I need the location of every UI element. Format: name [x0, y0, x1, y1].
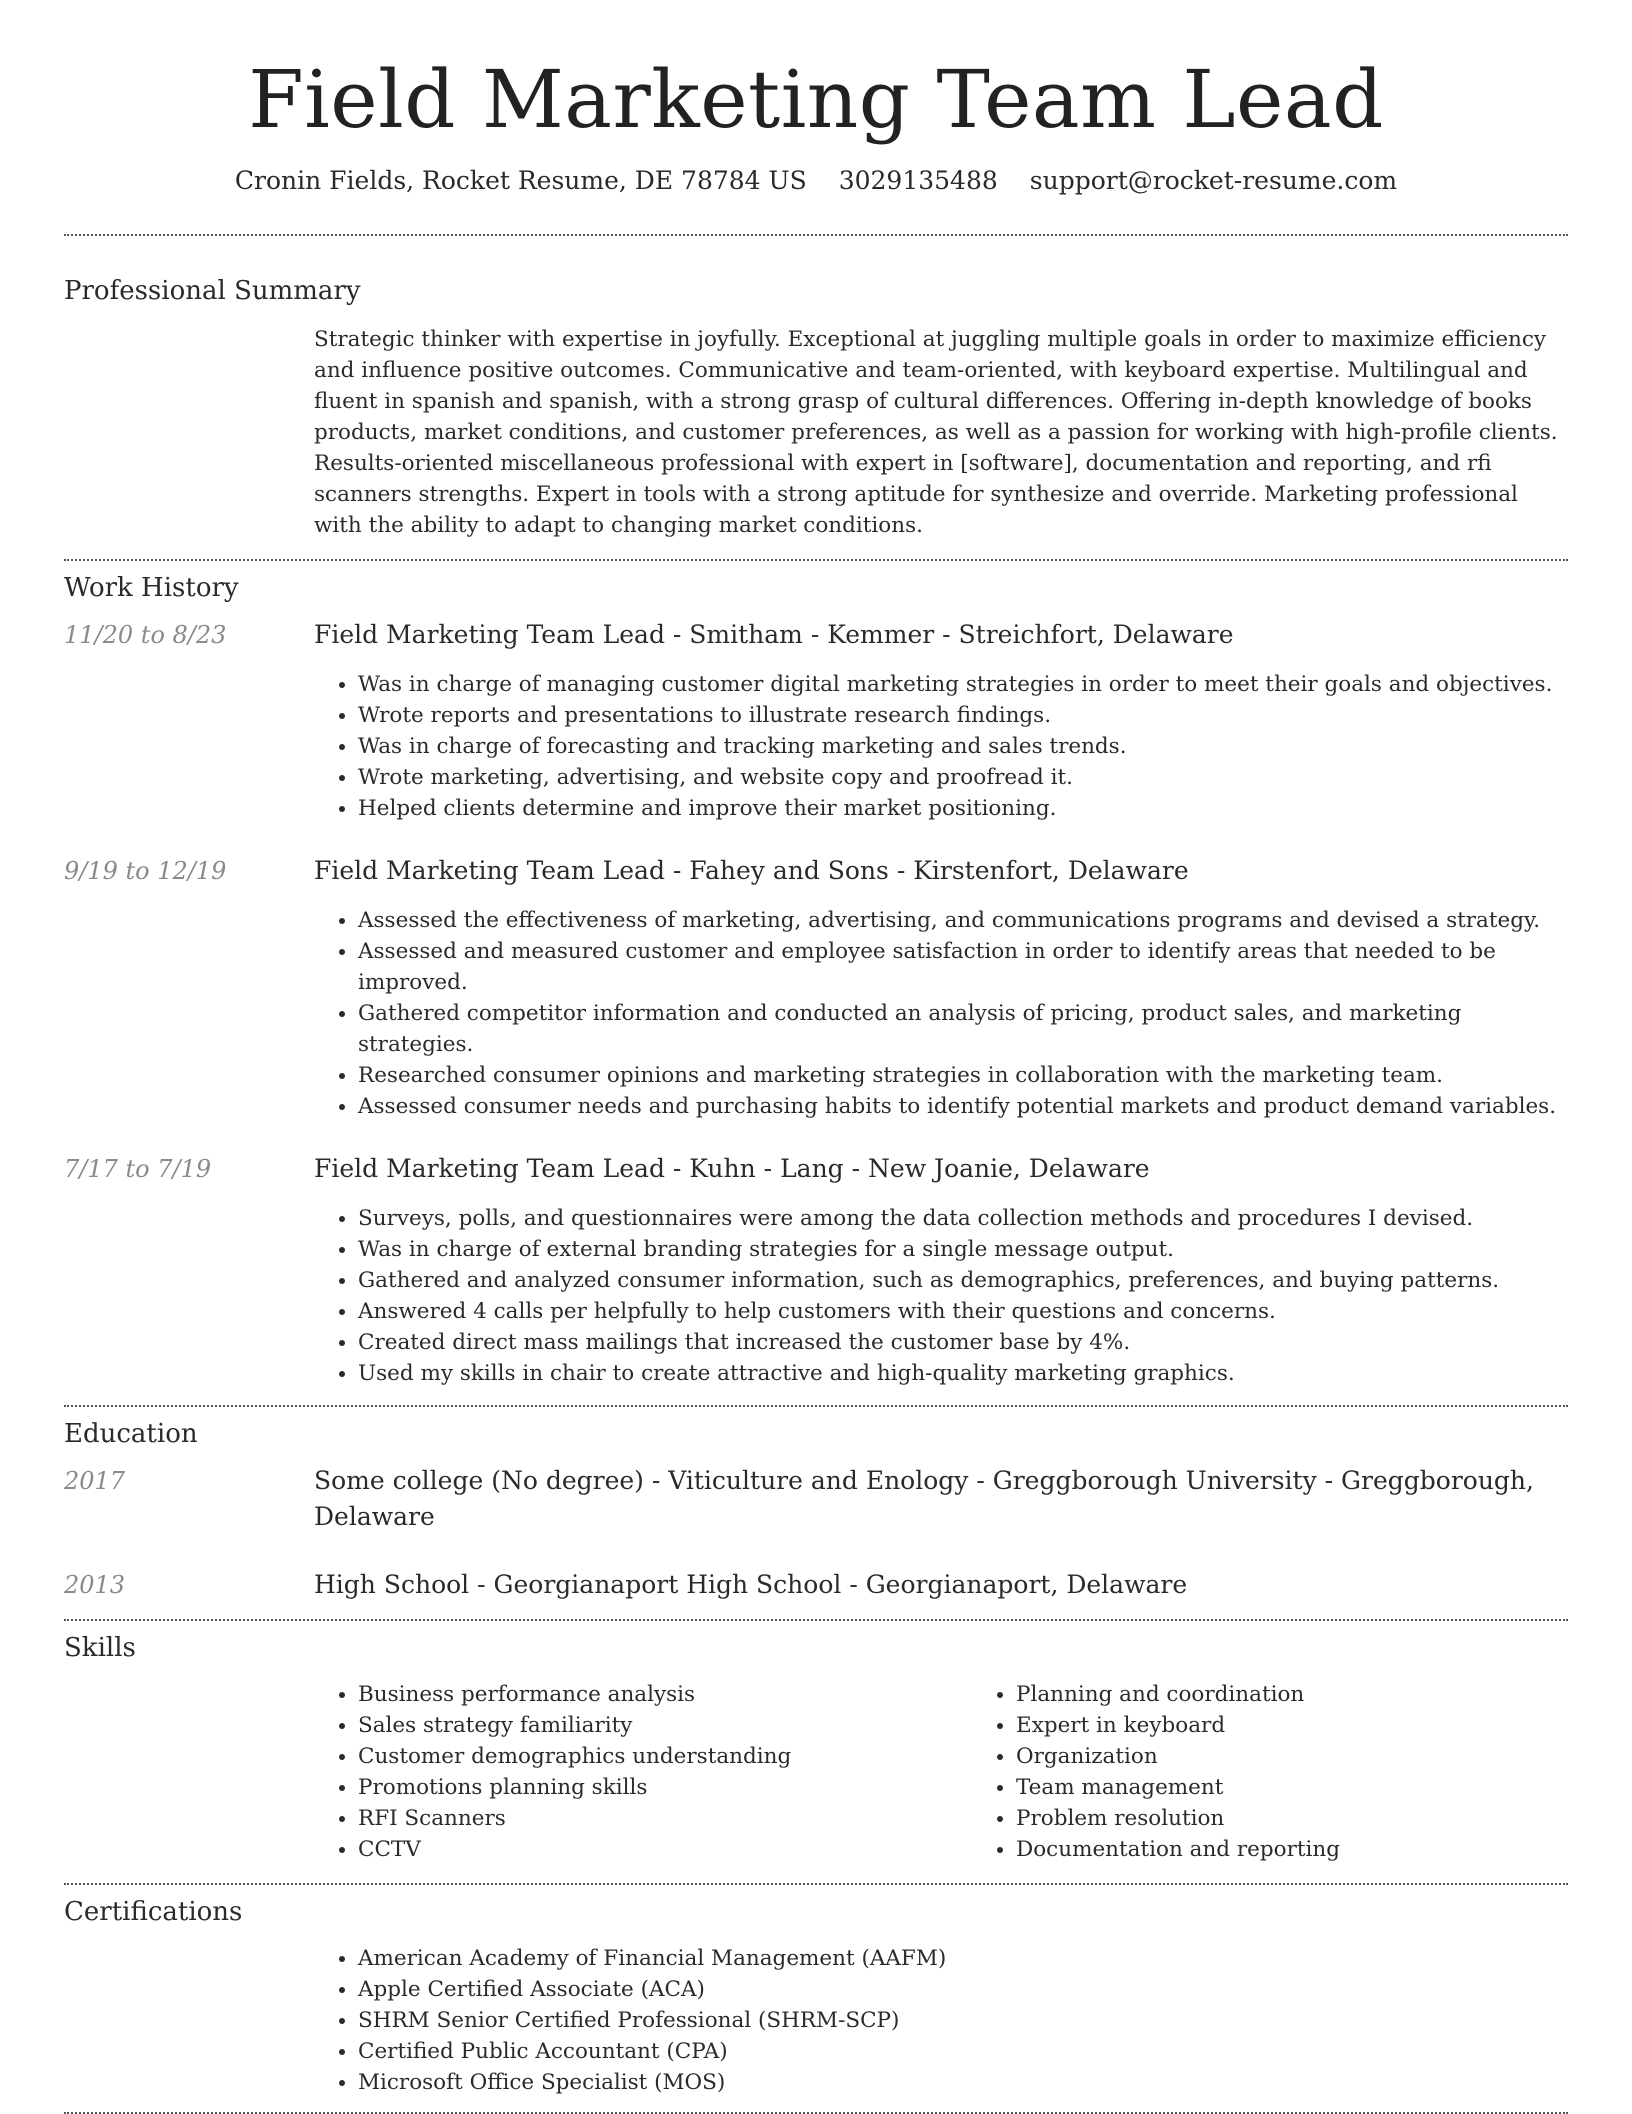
- education-heading: High School - Georgianaport High School - Georgianaport, Delaware: [314, 1570, 1188, 1599]
- education-entry: [64, 1567, 1568, 1603]
- skill-item: • Planning and coordination: [1016, 1679, 1340, 1710]
- skill-item: • Promotions planning skills: [358, 1772, 972, 1803]
- divider: [64, 1405, 1568, 1407]
- certification-item: • SHRM Senior Certified Professional (SHRM-SCP): [358, 2005, 1568, 2036]
- skill-item: • Team management: [1016, 1772, 1340, 1803]
- job-bullet: • Researched consumer opinions and marketing strategies in collaboration with the marketing team.: [358, 1060, 1568, 1091]
- skill-item: • RFI Scanners: [358, 1803, 972, 1834]
- education-entry: [64, 1463, 1568, 1535]
- divider: [64, 234, 1568, 236]
- divider: [64, 1883, 1568, 1885]
- job-bullet: • Was in charge of forecasting and tracking marketing and sales trends.: [358, 731, 1568, 762]
- contact-phone: 3029135488: [838, 166, 998, 195]
- job-heading: Field Marketing Team Lead - Smitham - Kemmer - Streichfort, Delaware: [314, 620, 1234, 649]
- job-bullet: • Wrote marketing, advertising, and website copy and proofread it.: [358, 762, 1568, 793]
- education-heading: Some college (No degree) - Viticulture and Enology - Greggborough University - Greggborough, Delaware: [314, 1466, 1534, 1531]
- job-bullet: • Gathered competitor information and conducted an analysis of pricing, product sales, and marketing strategies.: [358, 998, 1568, 1060]
- certification-item: • American Academy of Financial Management (AAFM): [358, 1943, 1568, 1974]
- candidate-name: Field Marketing Team Lead: [248, 53, 1384, 146]
- job-bullet: • Assessed consumer needs and purchasing habits to identify potential markets and product demand variables.: [358, 1091, 1568, 1122]
- skill-item: • Expert in keyboard: [1016, 1710, 1340, 1741]
- summary-text: Strategic thinker with expertise in joyfully. Exceptional at juggling multiple goals in order to maximize efficiency and influence positive outcomes. Communicative and team-oriented, with keyboard expertise. Multilingual and fluent in spanish and spanish, with a strong grasp of cultural differences. Offering in-depth knowledge of books products, market conditions, and customer preferences, as well as a passion for working with high-profile clients. Results-oriented miscellaneous professional with expert in [software], documentation and reporting, and rfi scanners strengths. Expert in tools with a strong aptitude for synthesize and override. Marketing professional with the ability to adapt to changing market conditions.: [314, 327, 1558, 538]
- contact-email: support@rocket-resume.com: [1029, 166, 1398, 195]
- certification-item: • Certified Public Accountant (CPA): [358, 2036, 1568, 2067]
- job-entry: [64, 853, 1568, 1122]
- divider: [64, 559, 1568, 561]
- job-bullet: • Gathered and analyzed consumer information, such as demographics, preferences, and buying patterns.: [358, 1265, 1568, 1296]
- job-bullet: • Surveys, polls, and questionnaires were among the data collection methods and procedures I devised.: [358, 1203, 1568, 1234]
- job-bullet: • Was in charge of managing customer digital marketing strategies in order to meet their goals and objectives.: [358, 669, 1568, 700]
- job-dates: 9/19 to 12/19: [64, 857, 227, 885]
- job-bullet: • Wrote reports and presentations to illustrate research findings.: [358, 700, 1568, 731]
- skills-column-right: [972, 1679, 1340, 1865]
- job-bullet: • Assessed and measured customer and employee satisfaction in order to identify areas that needed to be improved.: [358, 936, 1568, 998]
- job-dates: 7/17 to 7/19: [64, 1155, 212, 1183]
- contact-line: [0, 164, 1632, 198]
- skill-item: • CCTV: [358, 1834, 972, 1865]
- education-year: 2017: [64, 1467, 126, 1495]
- job-bullets: [314, 669, 1568, 824]
- education-year: 2013: [64, 1571, 126, 1599]
- job-bullet: • Answered 4 calls per helpfully to help customers with their questions and concerns.: [358, 1296, 1568, 1327]
- job-entry: [64, 1151, 1568, 1389]
- certifications-list: [314, 1943, 1568, 2098]
- section-title-summary: Professional Summary: [64, 276, 361, 306]
- skill-item: • Organization: [1016, 1741, 1340, 1772]
- section-title-work-history: Work History: [64, 573, 239, 603]
- skill-item: • Sales strategy familiarity: [358, 1710, 972, 1741]
- skill-item: • Business performance analysis: [358, 1679, 972, 1710]
- certification-item: • Microsoft Office Specialist (MOS): [358, 2067, 1568, 2098]
- skill-item: • Problem resolution: [1016, 1803, 1340, 1834]
- divider: [64, 1619, 1568, 1621]
- certification-item: • Apple Certified Associate (ACA): [358, 1974, 1568, 2005]
- job-heading: Field Marketing Team Lead - Kuhn - Lang - New Joanie, Delaware: [314, 1154, 1150, 1183]
- job-bullet: • Helped clients determine and improve their market positioning.: [358, 793, 1568, 824]
- section-title-certifications: Certifications: [64, 1897, 243, 1927]
- job-dates: 11/20 to 8/23: [64, 621, 227, 649]
- job-bullets: [314, 1203, 1568, 1389]
- job-bullet: • Used my skills in chair to create attractive and high-quality marketing graphics.: [358, 1358, 1568, 1389]
- job-heading: Field Marketing Team Lead - Fahey and Sons - Kirstenfort, Delaware: [314, 856, 1189, 885]
- skills-list: [314, 1679, 1568, 1865]
- job-entry: [64, 617, 1568, 824]
- contact-address: Cronin Fields, Rocket Resume, DE 78784 US: [234, 166, 807, 195]
- section-title-education: Education: [64, 1419, 198, 1449]
- job-bullet: • Assessed the effectiveness of marketing, advertising, and communications programs and devised a strategy.: [358, 905, 1568, 936]
- job-bullet: • Created direct mass mailings that increased the customer base by 4%.: [358, 1327, 1568, 1358]
- skill-item: • Documentation and reporting: [1016, 1834, 1340, 1865]
- skill-item: • Customer demographics understanding: [358, 1741, 972, 1772]
- section-title-skills: Skills: [64, 1633, 136, 1663]
- job-bullet: • Was in charge of external branding strategies for a single message output.: [358, 1234, 1568, 1265]
- job-bullets: [314, 905, 1568, 1122]
- skills-column-left: [314, 1679, 972, 1865]
